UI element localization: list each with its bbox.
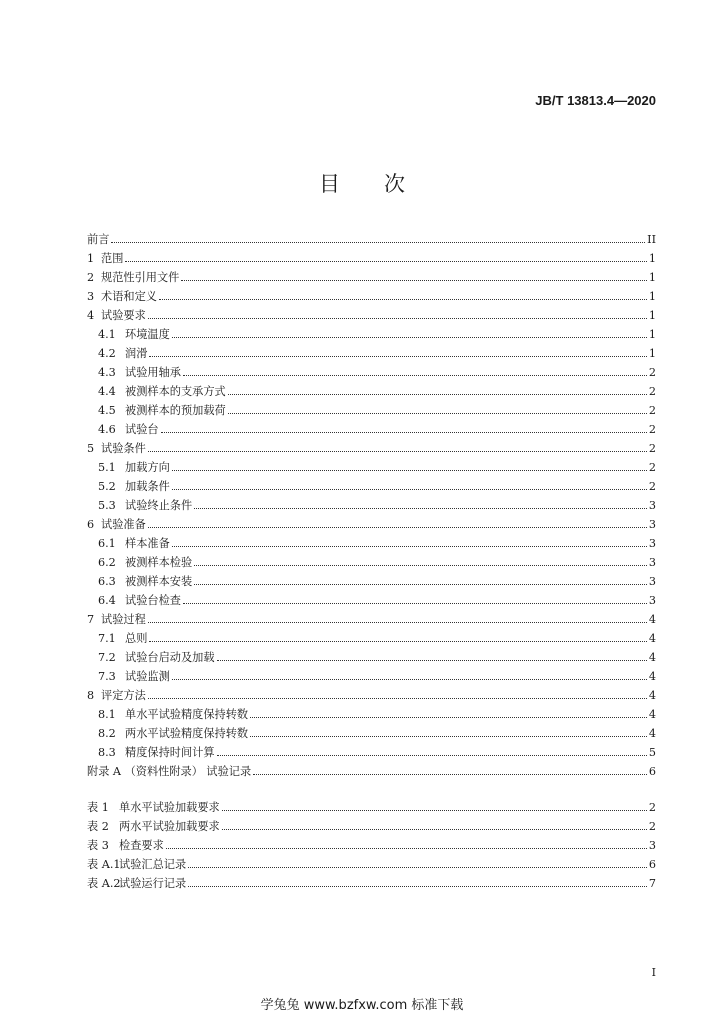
entry-number: 7.1 <box>98 632 116 645</box>
dot-leader <box>148 318 647 319</box>
entry-label: 试验监测 <box>125 670 170 683</box>
entry-page-number: 2 <box>648 480 656 493</box>
table-list-entry[interactable] <box>87 817 656 836</box>
entry-label: 规范性引用文件 <box>101 271 180 284</box>
entry-label: 被测样本的支承方式 <box>125 385 226 398</box>
entry-label: 两水平试验精度保持转数 <box>125 727 249 740</box>
entry-page-number: 5 <box>648 746 656 759</box>
toc-entry[interactable] <box>87 591 656 610</box>
toc-entry[interactable] <box>87 724 656 743</box>
entry-page-number: 4 <box>648 689 656 702</box>
entry-page-number: 3 <box>648 518 656 531</box>
entry-page-number: 3 <box>648 556 656 569</box>
entry-page-number: 2 <box>648 820 656 833</box>
toc-entry[interactable] <box>87 743 656 762</box>
dot-leader <box>172 546 647 547</box>
dot-leader <box>149 641 646 642</box>
toc-entry[interactable] <box>87 553 656 572</box>
dot-leader <box>228 413 647 414</box>
entry-number: 7.3 <box>98 670 116 683</box>
entry-label: 范围 <box>101 252 124 265</box>
dot-leader <box>166 848 647 849</box>
entry-page-number: 6 <box>648 765 656 778</box>
entry-label: 被测样本安装 <box>125 575 193 588</box>
dot-leader <box>172 679 647 680</box>
entry-number: 6.2 <box>98 556 116 569</box>
table-list-entry[interactable] <box>87 798 656 817</box>
entry-page-number: 1 <box>648 328 656 341</box>
title-char-1: 目 <box>319 172 340 196</box>
dot-leader <box>188 867 647 868</box>
entry-number: 8.2 <box>98 727 116 740</box>
standard-code: JB/T 13813.4—2020 <box>535 93 656 108</box>
entry-label: 试验要求 <box>101 309 146 322</box>
list-of-tables <box>87 798 656 893</box>
entry-number: 3 <box>87 290 95 303</box>
table-of-contents <box>87 230 656 781</box>
toc-entry[interactable] <box>87 477 656 496</box>
watermark-text: 学兔兔 www.bzfxw.com 标准下载 <box>260 998 464 1013</box>
entry-label: 试验用轴承 <box>125 366 181 379</box>
dot-leader <box>148 698 647 699</box>
entry-label: 试验汇总记录 <box>119 858 187 871</box>
entry-number: 6.3 <box>98 575 116 588</box>
toc-entry[interactable] <box>87 534 656 553</box>
dot-leader <box>250 717 647 718</box>
entry-page-number: 3 <box>648 839 656 852</box>
entry-number: 1 <box>87 252 95 265</box>
dot-leader <box>125 261 646 262</box>
entry-number: 5.3 <box>98 499 116 512</box>
page-number: I <box>651 966 656 979</box>
entry-number: 6 <box>87 518 95 531</box>
entry-number: 8 <box>87 689 95 702</box>
entry-label: 单水平试验加载要求 <box>119 801 220 814</box>
dot-leader <box>149 356 646 357</box>
dot-leader <box>188 886 647 887</box>
toc-entry[interactable] <box>87 382 656 401</box>
entry-page-number: 2 <box>648 423 656 436</box>
entry-label: 评定方法 <box>101 689 146 702</box>
toc-entry[interactable] <box>87 306 656 325</box>
dot-leader <box>172 470 647 471</box>
toc-entry[interactable] <box>87 325 656 344</box>
dot-leader <box>111 242 645 243</box>
entry-number: 5 <box>87 442 95 455</box>
entry-label: 试验条件 <box>101 442 146 455</box>
entry-page-number: 1 <box>648 347 656 360</box>
toc-entry[interactable] <box>87 667 656 686</box>
entry-number: 7.2 <box>98 651 116 664</box>
entry-page-number: 3 <box>648 537 656 550</box>
dot-leader <box>222 810 647 811</box>
dot-leader <box>217 660 647 661</box>
toc-entry[interactable] <box>87 268 656 287</box>
dot-leader <box>217 755 647 756</box>
entry-page-number: 2 <box>648 404 656 417</box>
dot-leader <box>148 527 647 528</box>
entry-label: 被测样本的预加载荷 <box>125 404 226 417</box>
entry-label: 试验台检查 <box>125 594 181 607</box>
toc-entry[interactable] <box>87 439 656 458</box>
entry-page-number: 4 <box>648 613 656 626</box>
entry-number: 表 2 <box>87 820 109 833</box>
dot-leader <box>181 280 647 281</box>
dot-leader <box>183 603 647 604</box>
toc-entry[interactable] <box>87 230 656 249</box>
entry-label: 被测样本检验 <box>125 556 193 569</box>
dot-leader <box>148 622 647 623</box>
dot-leader <box>222 829 647 830</box>
entry-page-number: 1 <box>648 252 656 265</box>
dot-leader <box>148 451 647 452</box>
entry-label: 试验台启动及加载 <box>125 651 215 664</box>
dot-leader <box>159 299 647 300</box>
dot-leader <box>194 508 647 509</box>
toc-entry[interactable] <box>87 762 656 781</box>
entry-label: 单水平试验精度保持转数 <box>125 708 249 721</box>
toc-entry[interactable] <box>87 401 656 420</box>
entry-page-number: 1 <box>648 290 656 303</box>
entry-label: 试验过程 <box>101 613 146 626</box>
toc-entry[interactable] <box>87 458 656 477</box>
entry-number: 6.4 <box>98 594 116 607</box>
table-list-entry[interactable] <box>87 836 656 855</box>
entry-page-number: 2 <box>648 366 656 379</box>
dot-leader <box>228 394 647 395</box>
entry-page-number: 4 <box>648 632 656 645</box>
dot-leader <box>194 584 647 585</box>
toc-entry[interactable] <box>87 572 656 591</box>
toc-entry[interactable] <box>87 610 656 629</box>
dot-leader <box>161 432 647 433</box>
dot-leader <box>250 736 647 737</box>
entry-number: 4.1 <box>98 328 116 341</box>
entry-label: 加载条件 <box>125 480 170 493</box>
toc-entry[interactable] <box>87 344 656 363</box>
entry-number: 4 <box>87 309 95 322</box>
entry-label: 加载方向 <box>125 461 170 474</box>
entry-page-number: 4 <box>648 670 656 683</box>
entry-page-number: 7 <box>648 877 656 890</box>
toc-entry[interactable] <box>87 515 656 534</box>
title-char-2: 次 <box>384 172 405 196</box>
toc-entry[interactable] <box>87 705 656 724</box>
entry-label: 两水平试验加载要求 <box>119 820 220 833</box>
entry-label: 术语和定义 <box>101 290 157 303</box>
entry-page-number: II <box>647 233 656 246</box>
entry-page-number: 2 <box>648 461 656 474</box>
entry-page-number: 2 <box>648 442 656 455</box>
toc-entry[interactable] <box>87 496 656 515</box>
entry-number: 4.6 <box>98 423 116 436</box>
entry-number: 5.2 <box>98 480 116 493</box>
entry-number: 2 <box>87 271 95 284</box>
entry-label: 润滑 <box>125 347 148 360</box>
entry-page-number: 4 <box>648 651 656 664</box>
entry-page-number: 3 <box>648 499 656 512</box>
toc-entry[interactable] <box>87 249 656 268</box>
entry-page-number: 4 <box>648 727 656 740</box>
page-title <box>0 168 724 198</box>
entry-label: 试验准备 <box>101 518 146 531</box>
entry-number: 表 A.2 <box>87 877 121 890</box>
entry-number: 4.2 <box>98 347 116 360</box>
entry-label: 试验运行记录 <box>119 877 187 890</box>
toc-entry[interactable] <box>87 648 656 667</box>
entry-page-number: 3 <box>648 575 656 588</box>
dot-leader <box>253 774 647 775</box>
entry-page-number: 2 <box>648 385 656 398</box>
entry-number: 表 3 <box>87 839 109 852</box>
toc-entry[interactable] <box>87 287 656 306</box>
entry-number: 4.5 <box>98 404 116 417</box>
entry-label: 附录 A （资料性附录） 试验记录 <box>87 765 252 778</box>
dot-leader <box>172 337 647 338</box>
toc-entry[interactable] <box>87 420 656 439</box>
entry-label: 样本准备 <box>125 537 170 550</box>
entry-label: 精度保持时间计算 <box>125 746 215 759</box>
entry-number: 8.3 <box>98 746 116 759</box>
entry-number: 表 A.1 <box>87 858 121 871</box>
entry-number: 5.1 <box>98 461 116 474</box>
toc-entry[interactable] <box>87 363 656 382</box>
entry-page-number: 2 <box>648 801 656 814</box>
table-list-entry[interactable] <box>87 874 656 893</box>
dot-leader <box>183 375 647 376</box>
dot-leader <box>194 565 647 566</box>
toc-entry[interactable] <box>87 629 656 648</box>
entry-page-number: 1 <box>648 309 656 322</box>
entry-number: 7 <box>87 613 95 626</box>
entry-number: 8.1 <box>98 708 116 721</box>
entry-page-number: 6 <box>648 858 656 871</box>
entry-label: 试验台 <box>125 423 159 436</box>
table-list-entry[interactable] <box>87 855 656 874</box>
entry-label: 检查要求 <box>119 839 164 852</box>
entry-page-number: 4 <box>648 708 656 721</box>
entry-number: 6.1 <box>98 537 116 550</box>
entry-label: 总则 <box>125 632 148 645</box>
entry-label: 前言 <box>87 233 110 246</box>
dot-leader <box>172 489 647 490</box>
entry-number: 4.3 <box>98 366 116 379</box>
entry-label: 试验终止条件 <box>125 499 193 512</box>
entry-page-number: 3 <box>648 594 656 607</box>
entry-page-number: 1 <box>648 271 656 284</box>
entry-label: 环境温度 <box>125 328 170 341</box>
entry-number: 表 1 <box>87 801 109 814</box>
toc-entry[interactable] <box>87 686 656 705</box>
entry-number: 4.4 <box>98 385 116 398</box>
